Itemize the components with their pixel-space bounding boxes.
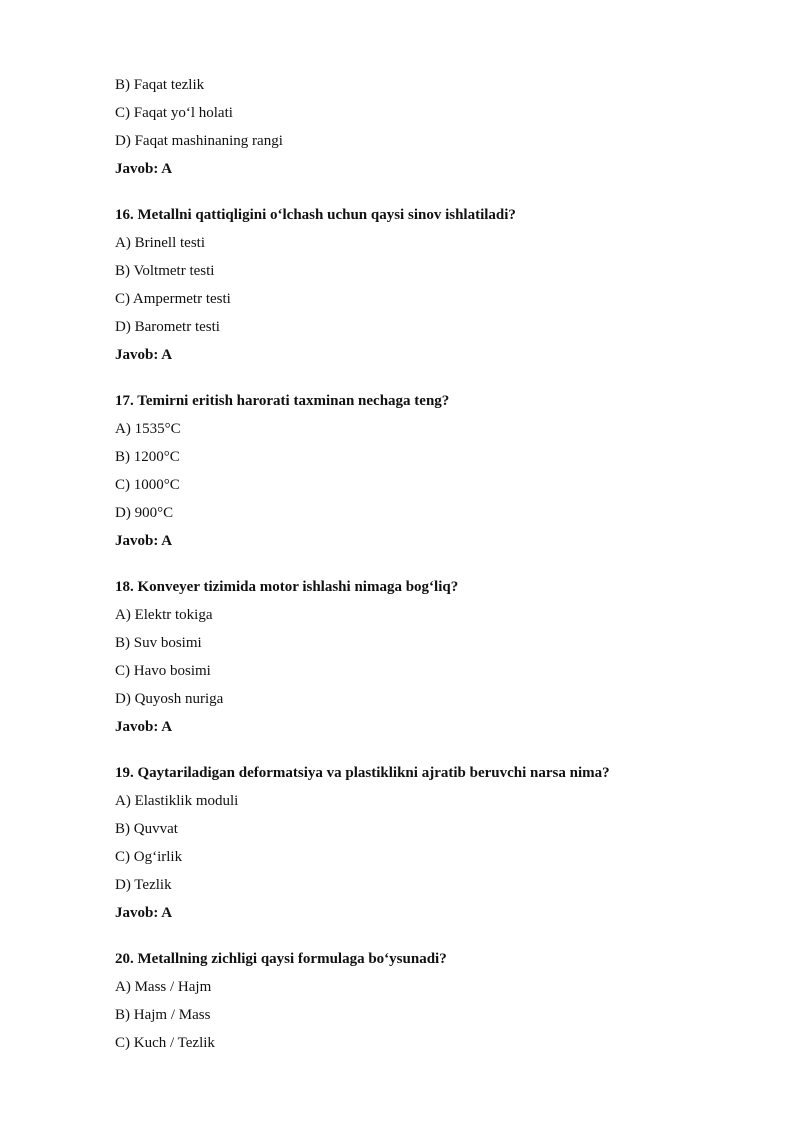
option-d: D) 900°C xyxy=(115,505,174,521)
question-19-title: 19. Qaytariladigan deformatsiya va plastiklikni ajratib beruvchi narsa nima? xyxy=(115,765,610,781)
option-a: A) Elektr tokiga xyxy=(115,607,213,623)
option-b: B) 1200°C xyxy=(115,449,180,465)
option-a: A) Elastiklik moduli xyxy=(115,793,239,809)
question-18-title: 18. Konveyer tizimida motor ishlashi nimaga bog‘liq? xyxy=(115,579,459,595)
option-a: A) Brinell testi xyxy=(115,235,205,251)
answer-label: Javob: A xyxy=(115,161,173,177)
option-a: A) 1535°C xyxy=(115,421,181,437)
option-a: A) Mass / Hajm xyxy=(115,979,212,995)
option-c: C) Og‘irlik xyxy=(115,849,183,865)
option-b: B) Quvvat xyxy=(115,821,178,837)
option-c: C) Ampermetr testi xyxy=(115,291,231,307)
option-d: D) Tezlik xyxy=(115,877,172,893)
question-20-title: 20. Metallning zichligi qaysi formulaga bo‘ysunadi? xyxy=(115,951,447,967)
option-d: D) Quyosh nuriga xyxy=(115,691,224,707)
question-16-title: 16. Metallni qattiqligini o‘lchash uchun qaysi sinov ishlatiladi? xyxy=(115,207,516,223)
option-c: C) Havo bosimi xyxy=(115,663,211,679)
answer-label: Javob: A xyxy=(115,719,173,735)
option-b: B) Voltmetr testi xyxy=(115,263,215,279)
answer-label: Javob: A xyxy=(115,533,173,549)
question-17-title: 17. Temirni eritish harorati taxminan nechaga teng? xyxy=(115,393,450,409)
answer-label: Javob: A xyxy=(115,905,173,921)
answer-label: Javob: A xyxy=(115,347,173,363)
option-b: B) Faqat tezlik xyxy=(115,77,205,93)
option-b: B) Hajm / Mass xyxy=(115,1007,211,1023)
option-b: B) Suv bosimi xyxy=(115,635,202,651)
option-d: D) Faqat mashinaning rangi xyxy=(115,133,283,149)
option-c: C) Faqat yo‘l holati xyxy=(115,105,233,121)
option-d: D) Barometr testi xyxy=(115,319,220,335)
option-c: C) Kuch / Tezlik xyxy=(115,1035,215,1051)
option-c: C) 1000°C xyxy=(115,477,180,493)
